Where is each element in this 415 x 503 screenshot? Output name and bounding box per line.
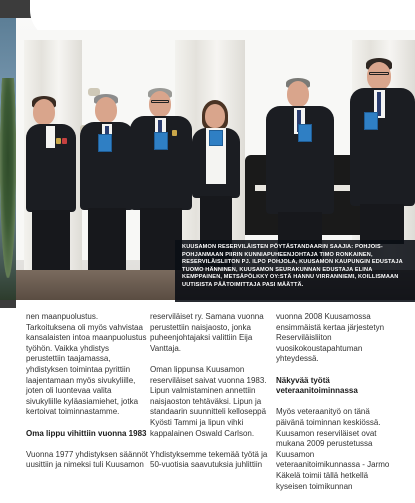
text-column-3 bbox=[276, 312, 398, 503]
paragraph: reserviläiset ry. Samana vuonna perustettiin naisjaosto, jonka puheenjohtajaksi valittiin Eija Vanttaja. bbox=[150, 312, 264, 353]
text-column-1 bbox=[26, 312, 148, 482]
paragraph: Oman lippunsa Kuusamon reserviläiset saivat vuonna 1983. Lipun valmistaminen annettiin naisjaoston tehtäväksi. Lipun ja standaarin suunnitteli kelloseppä Kyösti Tammi ja lipun vihki kappalainen Oswald Carlson. bbox=[150, 364, 267, 438]
head bbox=[149, 91, 171, 117]
section-heading: Näkyvää työtä veteraanitoiminnassa bbox=[276, 375, 358, 396]
section-heading: Oma lippu vihittiin vuonna 1983 bbox=[26, 428, 147, 438]
text-column-2 bbox=[150, 312, 272, 482]
paragraph: Vuonna 1977 yhdistyksen säännöt uusittiin ja nimeksi tuli Kuusamon bbox=[26, 449, 149, 470]
paragraph: nen maanpuolustus. Tarkoituksena oli myös vahvistaa kansalaisten intoa maanpuolustus työhön. Vaikka yhdistys perustettiin taajamassa, yhdistyksen toimintaa pyrittiin laajentamaan myös sivukyliille, joten oli luontevaa valita sivukyliille kyläasiamiehet, jotka kertoivat toiminnastamme. bbox=[26, 312, 147, 417]
window-left bbox=[0, 18, 16, 300]
glasses bbox=[369, 72, 389, 75]
table-standard-flag bbox=[209, 130, 223, 146]
paragraph: Yhdistyksemme tekemää työtä ja 50-vuotisia saavutuksia juhlittiin bbox=[150, 449, 268, 470]
paragraph: Myös veteraanityö on tänä päivänä toiminnan keskiössä. Kuusamon reserviläiset ovat mukana 2009 perustetussa Kuusamon veteraanitoimikunnassa - Jarmo Käkelä toimii tällä hetkellä kyseisen toimikunnan bbox=[276, 407, 390, 491]
medal bbox=[62, 138, 67, 144]
trousers bbox=[88, 208, 126, 270]
table-standard-flag bbox=[298, 124, 312, 142]
trousers bbox=[360, 204, 404, 244]
tree-outside bbox=[0, 78, 16, 278]
head bbox=[33, 99, 55, 125]
shirt bbox=[46, 126, 55, 148]
head bbox=[287, 81, 309, 107]
glasses bbox=[151, 100, 169, 103]
medal bbox=[172, 130, 177, 136]
table-standard-flag bbox=[364, 112, 378, 130]
page-edge-strip bbox=[0, 300, 16, 308]
table-standard-flag bbox=[98, 134, 112, 152]
paragraph: vuonna 2008 Kuusamossa ensimmäistä kertaa järjestetyn Reserviläisliiton vuosikokoustapahtuman yhteydessä. bbox=[276, 312, 385, 364]
trousers bbox=[32, 210, 70, 270]
photo-caption: KUUSAMON RESERVILÄISTEN PÖYTÄSTANDAARIN SAAJIA: POHJOIS-POHJANMAAN PIIRIN KUNNIAPUHEENJOHTAJA TIMO RONKAINEN, RESERVILÄISLIITON PJ. ILPO POHJOLA, KUUSAMON KAUPUNGIN EDUSTAJA TUOMO HÄNNINEN, KUUSAMON SEURAKUNNAN EDUSTAJA ELINA KEMPPAINEN, METSÄPÖLKKY OY:STÄ HANNU VIRRANNIEMI, KOILLISMAAN UUTISISTA PÄÄTOIMITTAJA PASI MÄÄTTÄ. bbox=[175, 240, 415, 302]
head bbox=[95, 97, 117, 123]
head bbox=[205, 104, 225, 128]
table-standard-flag bbox=[154, 132, 168, 150]
head bbox=[367, 62, 391, 90]
medal bbox=[56, 138, 61, 144]
